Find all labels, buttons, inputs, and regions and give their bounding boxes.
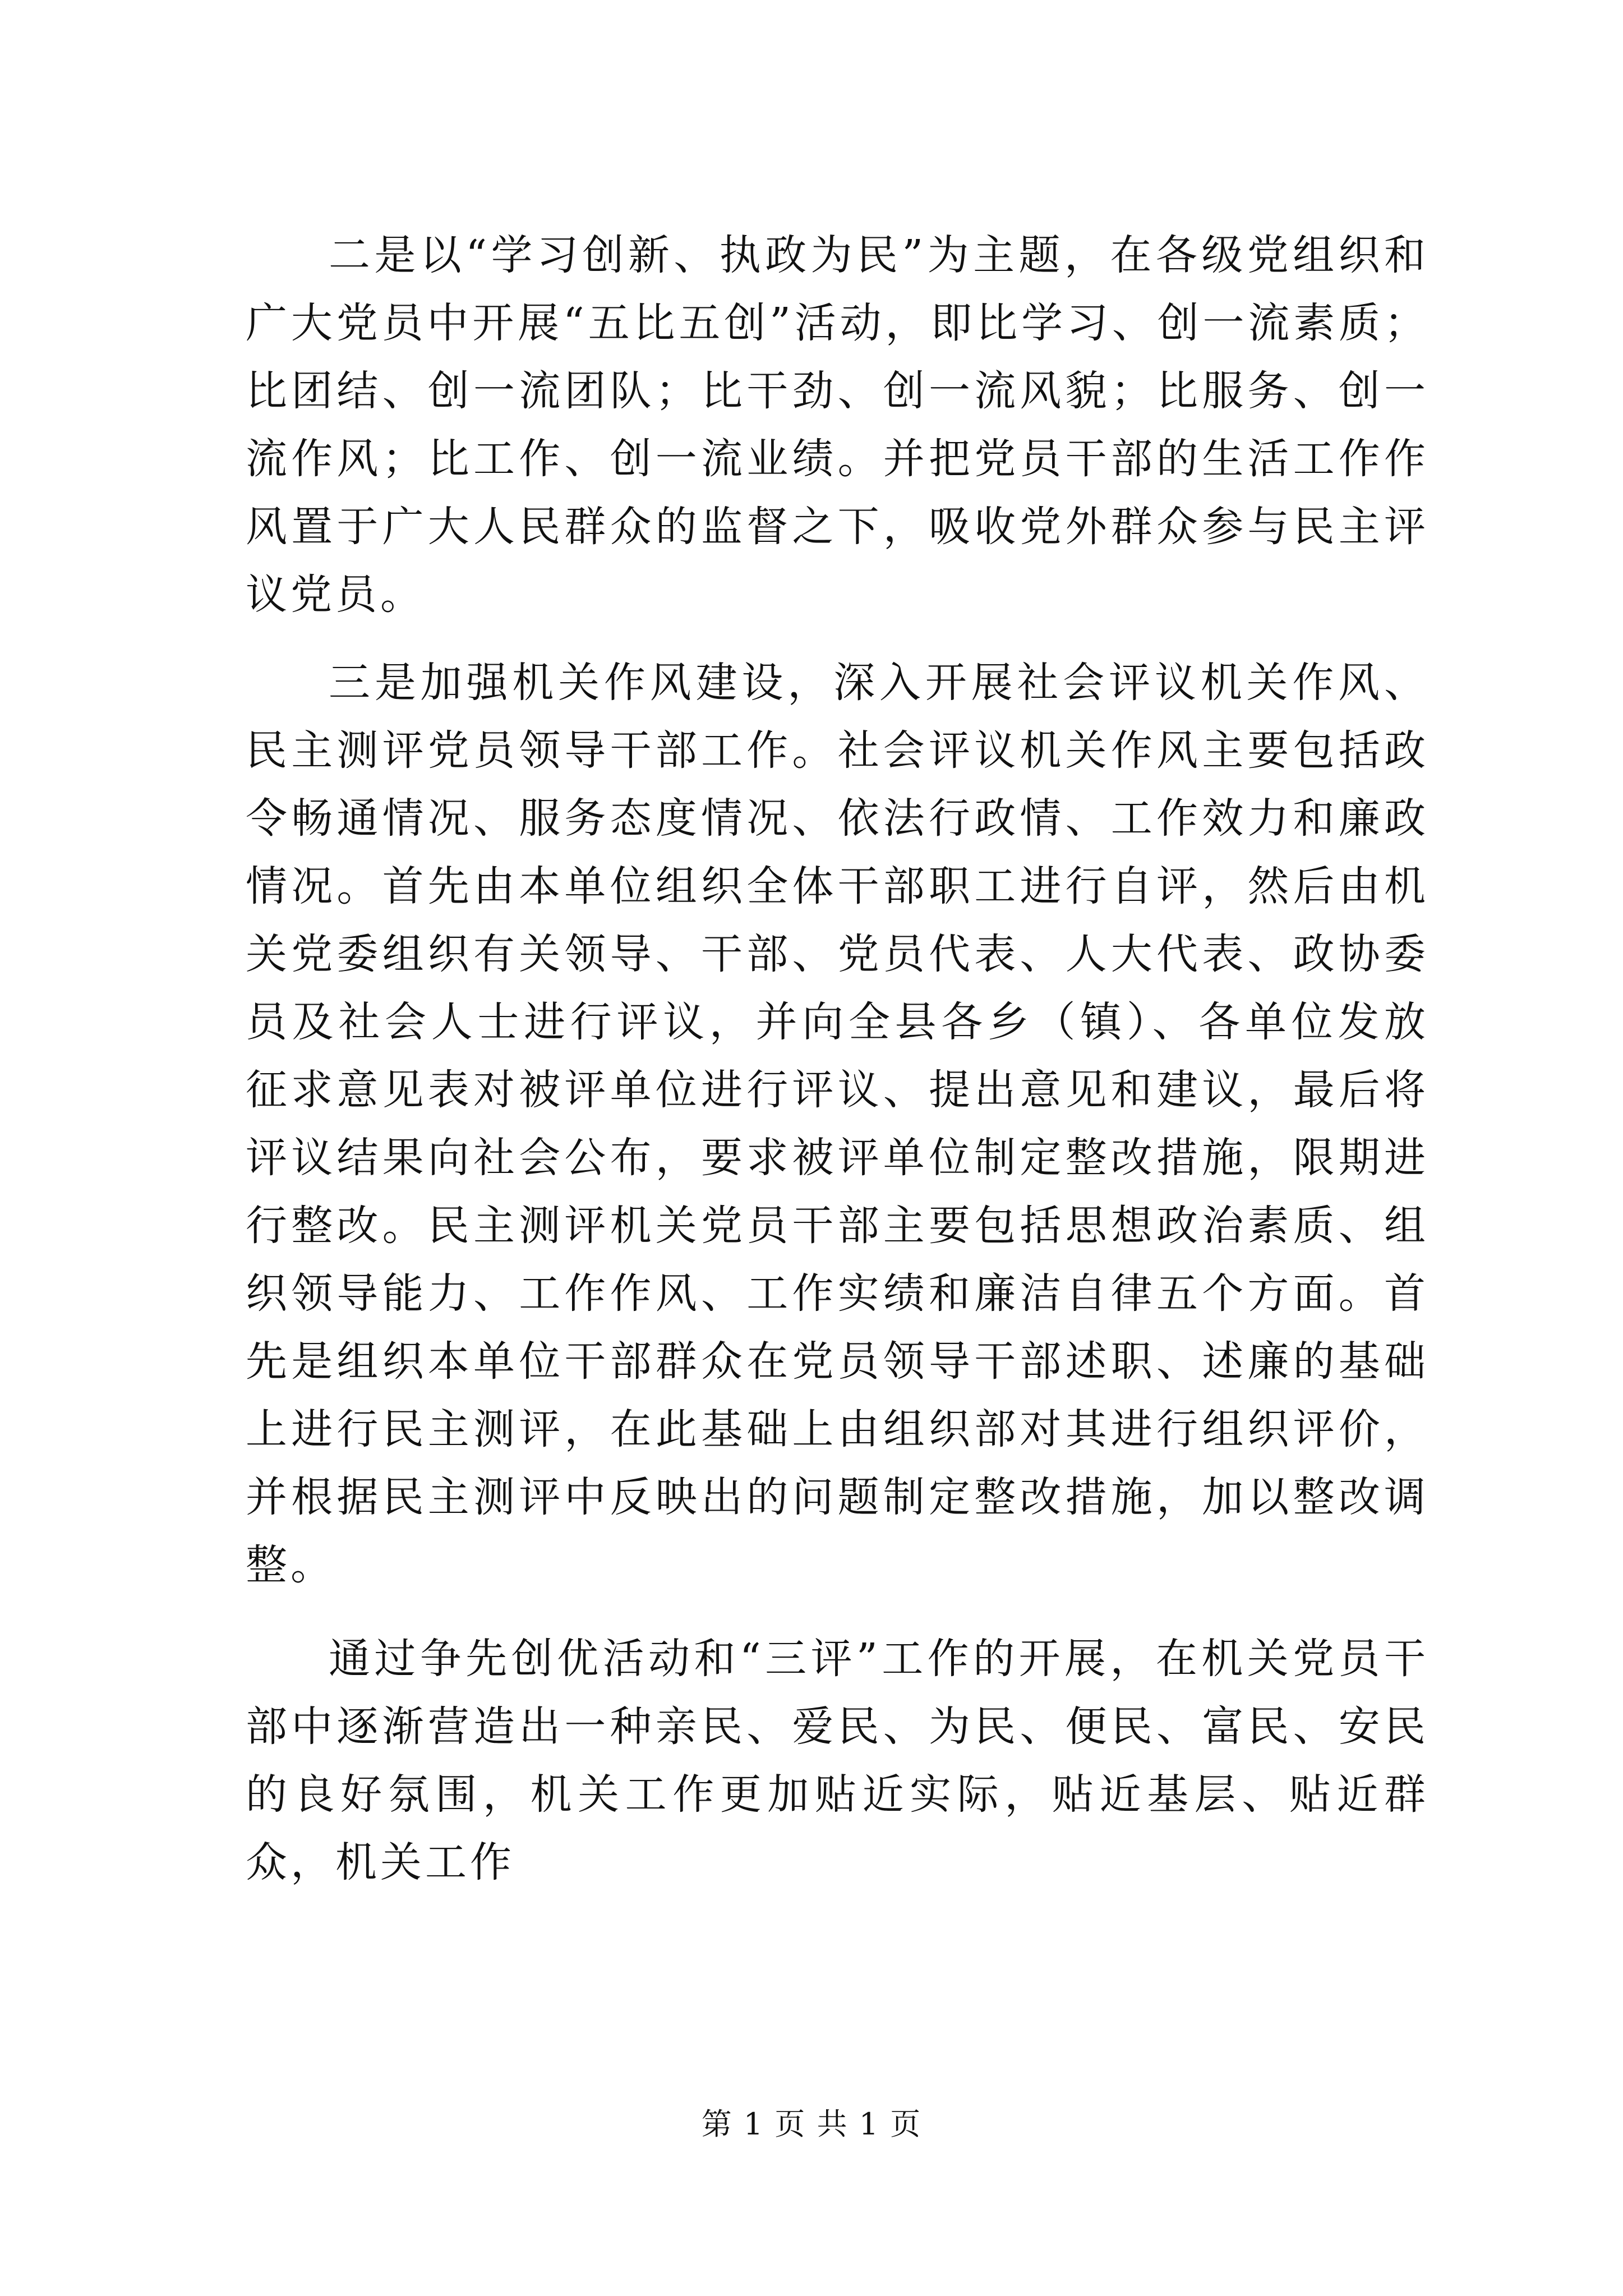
paragraph-summary: 通过争先创优活动和“三评”工作的开展，在机关党员干部中逐渐营造出一种亲民、爱民、为民、便民、富民、安民的良好氛围，机关工作更加贴近实际，贴近基层、贴近群众，机关工作 [246, 1635, 1429, 1887]
document-body [246, 222, 1429, 1897]
paragraph-two: 二是以“学习创新、执政为民”为主题，在各级党组织和广大党员中开展“五比五创”活动，即比学习、创一流素质；比团结、创一流团队；比干劲、创一流风貌；比服务、创一流作风；比工作、创一流业绩。并把党员干部的生活工作作风置于广大人民群众的监督之下，吸收党外群众参与民主评议党员。 [246, 231, 1429, 619]
paragraph-three: 三是加强机关作风建设，深入开展社会评议机关作风、民主测评党员领导干部工作。社会评议机关作风主要包括政令畅通情况、服务态度情况、依法行政情、工作效力和廉政情况。首先由本单位组织全体干部职工进行自评，然后由机关党委组织有关领导、干部、党员代表、人大代表、政协委员及社会人士进行评议，并向全县各乡（镇）、各单位发放征求意见表对被评单位进行评议、提出意见和建议，最后将评议结果向社会公布，要求被评单位制定整改措施，限期进行整改。民主测评机关党员干部主要包括思想政治素质、组织领导能力、工作作风、工作实绩和廉洁自律五个方面。首先是组织本单位干部群众在党员领导干部述职、述廉的基础上进行民主测评，在此基础上由组织部对其进行组织评价，并根据民主测评中反映出的问题制定整改措施，加以整改调整。 [246, 659, 1429, 1589]
page-footer: 第 1 页 共 1 页 [701, 2106, 922, 2142]
